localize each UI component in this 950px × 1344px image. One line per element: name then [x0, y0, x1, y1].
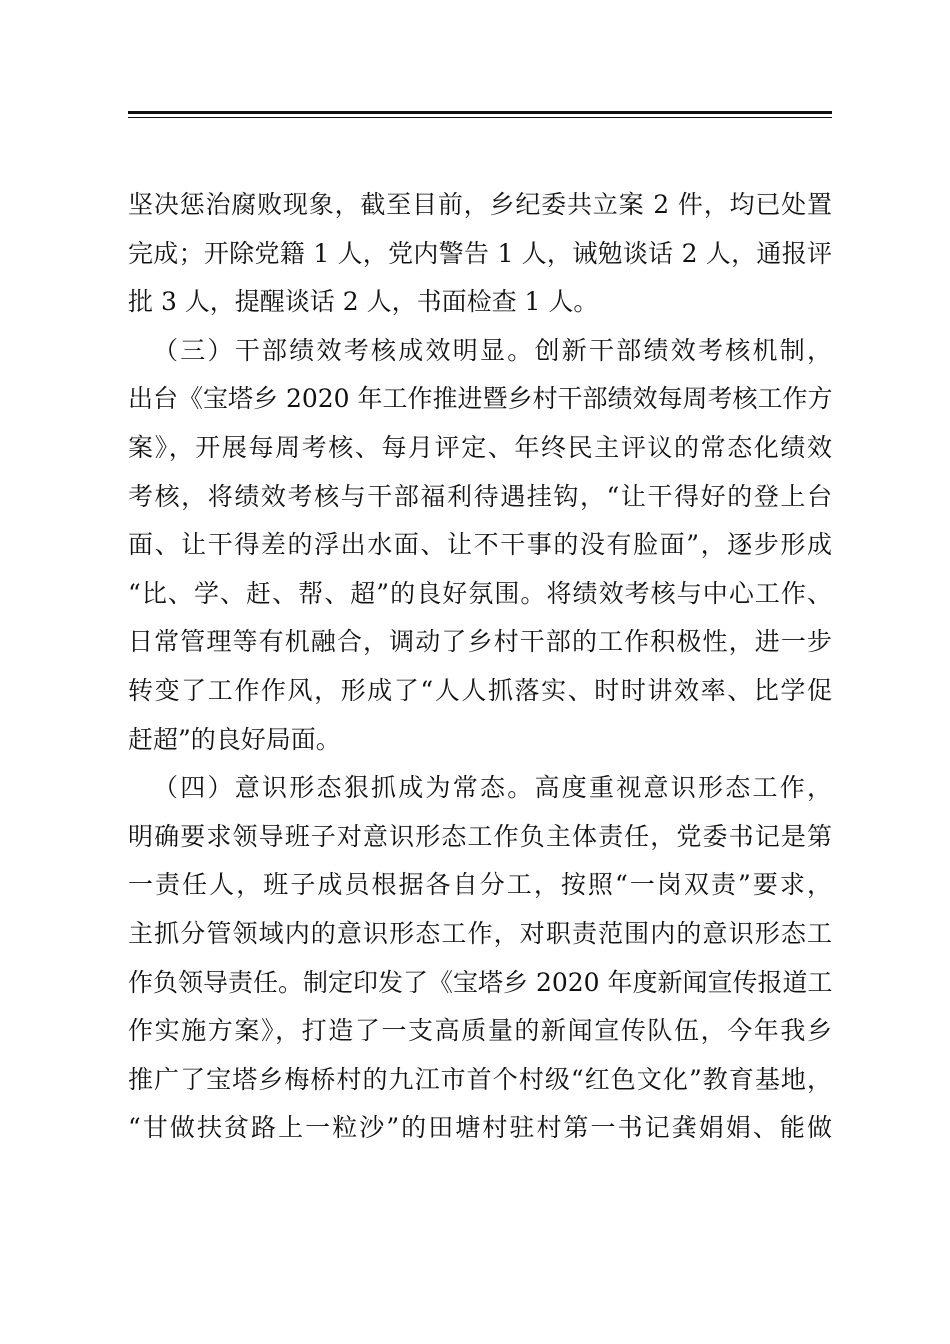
- text-line: 推广了宝塔乡梅桥村的九江市首个村级“红色文化”教育基地，: [128, 1064, 832, 1094]
- text-line: （四）意识形态狠抓成为常态。高度重视意识形态工作，: [153, 773, 832, 803]
- text-line: 完成；开除党籍 1 人，党内警告 1 人，诫勉谈话 2 人，通报评: [128, 238, 832, 268]
- paragraph-section-4: [128, 764, 832, 1153]
- text-line: 明确要求领导班子对意识形态工作负主体责任，党委书记是第: [128, 821, 832, 851]
- text-line: 坚决惩治腐败现象，截至目前，乡纪委共立案 2 件，均已处置: [128, 190, 832, 219]
- text-line: 转变了工作作风，形成了“人人抓落实、时时讲效率、比学促: [128, 675, 832, 705]
- header-rule-thick: [128, 111, 832, 114]
- text-line: 批 3 人，提醒谈话 2 人，书面检查 1 人。: [128, 287, 599, 317]
- text-line: 考核，将绩效考核与干部福利待遇挂钩，“让干得好的登上台: [128, 481, 832, 511]
- header-rule-thin: [128, 117, 832, 118]
- text-line: 面、让干得差的浮出水面、让不干事的没有脸面”，逐步形成: [128, 530, 832, 560]
- text-line: 日常管理等有机融合，调动了乡村干部的工作积极性，进一步: [128, 627, 832, 657]
- text-line: 案》，开展每周考核、每月评定、年终民主评议的常态化绩效: [128, 432, 832, 462]
- paragraph-section-3: [128, 327, 832, 764]
- text-line: “甘做扶贫路上一粒沙”的田塘村驻村第一书记龚娟娟、能做: [128, 1113, 832, 1143]
- text-line: （三）干部绩效考核成效明显。创新干部绩效考核机制，: [153, 335, 832, 365]
- document-body: [128, 181, 832, 1153]
- text-line: 赶超”的良好局面。: [128, 724, 341, 754]
- text-line: 作实施方案》，打造了一支高质量的新闻宣传队伍，今年我乡: [128, 1016, 832, 1046]
- text-line: 一责任人，班子成员根据各自分工，按照“一岗双责”要求，: [128, 870, 832, 900]
- text-line: “比、学、赶、帮、超”的良好氛围。将绩效考核与中心工作、: [128, 578, 832, 608]
- text-line: 主抓分管领域内的意识形态工作，对职责范围内的意识形态工: [128, 918, 832, 948]
- text-line: 出台《宝塔乡 2020 年工作推进暨乡村干部绩效每周考核工作方: [128, 384, 833, 414]
- text-line: 作负领导责任。制定印发了《宝塔乡 2020 年度新闻宣传报道工: [128, 967, 833, 997]
- paragraph-continuation: [128, 181, 832, 327]
